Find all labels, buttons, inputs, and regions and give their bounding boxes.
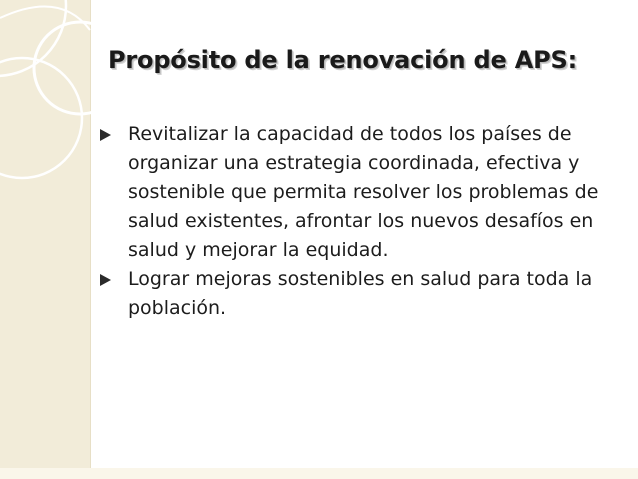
slide-title: Propósito de la renovación de APS:: [108, 46, 577, 74]
bullet-list: [100, 120, 620, 323]
bullet-text: Revitalizar la capacidad de todos los países de organizar una estrategia coordinada, efectiva y sostenible que permita resolver los problemas de salud existentes, afrontar los nuevos desafíos en salud y mejorar la equidad.: [128, 123, 599, 261]
decorative-arc: [0, 6, 90, 30]
decorative-ring-left: [0, 58, 82, 178]
bullet-text: Lograr mejoras sostenibles en salud para toda la población.: [128, 268, 593, 319]
bullet-item: [100, 120, 620, 265]
bullet-triangle-icon: [100, 274, 111, 286]
bullet-item: [100, 265, 620, 323]
bullet-triangle-icon: [100, 129, 111, 141]
decorative-ring-top: [0, 0, 66, 76]
